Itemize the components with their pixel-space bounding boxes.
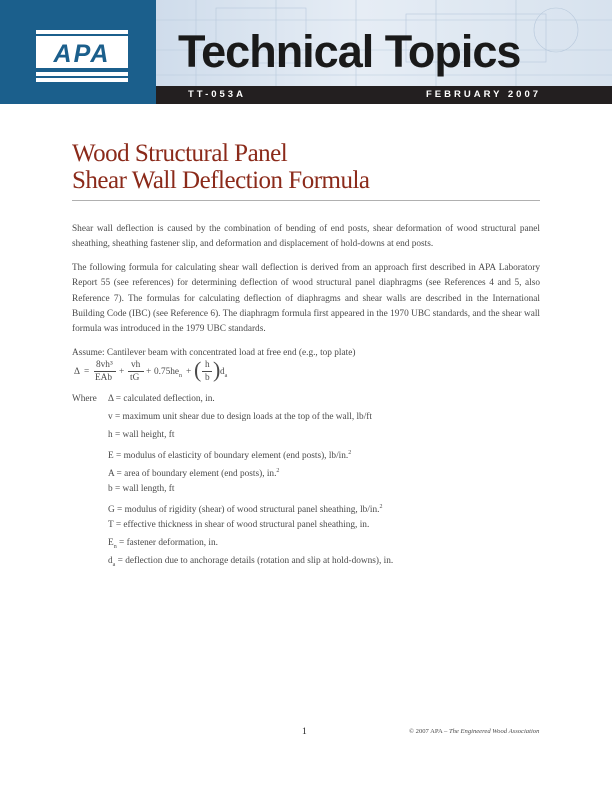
paragraph: Shear wall deflection is caused by the combination of bending of end posts, shear deformation of wood structural panel sheathing, sheathing fastener slip, and deformation and displacement of hold-downs at end posts. <box>72 224 540 250</box>
formula-term3: $0.75he_n$ <box>154 367 183 379</box>
definition-item: $d_a$ = deflection due to anchorage details (rotation and slip at hold-downs), in. <box>108 556 394 568</box>
definition-item: G = modulus of rigidity (shear) of wood structural panel sheathing, lb/in.$^2$ <box>108 504 383 516</box>
page-header <box>0 0 612 104</box>
definition-item: A = area of boundary element (end posts), in.$^2$ <box>108 468 280 480</box>
deflection-formula <box>72 355 372 387</box>
publication-date: FEBRUARY 2007 <box>426 89 542 100</box>
formula-term4-tail: $d_a$ <box>220 367 228 379</box>
title-divider <box>72 200 540 201</box>
logo-stripe <box>36 78 128 82</box>
where-label: Where <box>72 394 97 404</box>
definition-item: h = wall height, ft <box>108 430 175 440</box>
logo-text: APA <box>36 40 128 68</box>
body-text <box>72 222 540 369</box>
title-line: Wood Structural Panel <box>72 140 288 167</box>
definition-item: $E_n$ = fastener deformation, in. <box>108 538 218 550</box>
definition-item: v = maximum unit shear due to design loads at the top of the wall, lb/ft <box>108 412 372 422</box>
formula-term1-denominator: EAb <box>95 373 113 383</box>
definition-item: E = modulus of elasticity of boundary element (end posts), lb/in.$^2$ <box>108 450 352 462</box>
paragraph: The following formula for calculating shear wall deflection is derived from an approach first described in APA Laboratory Report 55 (see references) for determining deflection of wood structural panel diaphragms (see References 4 and 5, also Reference 7). The formulas for calculating deflection of diaphragms and shear walls are described in the International Building Code (IBC) (see Reference 6). The diaphragm formula first appeared in the 1970 UBC standards, and the shear wall formula was introduced in the 1979 UBC standards. <box>72 262 540 335</box>
apa-logo <box>0 0 156 104</box>
formula-term1-numerator: 8vh³ <box>96 360 113 370</box>
document-number: TT-053A <box>188 89 246 100</box>
formula-term4-denominator: b <box>205 373 210 383</box>
formula-term2-numerator: vh <box>131 360 141 370</box>
document-title <box>72 140 370 194</box>
logo-stripe <box>36 30 128 34</box>
formula-term4-numerator: h <box>205 360 210 370</box>
formula-plus: + <box>186 367 192 377</box>
formula-equals: = <box>84 367 90 377</box>
right-paren: ) <box>213 357 221 382</box>
publication-title: Technical Topics <box>178 26 521 77</box>
paragraph: Assume: Cantilever beam with concentrated load at free end (e.g., top plate) <box>72 347 356 358</box>
definition-item: T = effective thickness in shear of wood structural panel sheathing, in. <box>108 520 370 530</box>
formula-plus: + <box>119 367 125 377</box>
formula-plus: + <box>146 367 152 377</box>
formula-delta: Δ <box>74 367 80 377</box>
formula-term2-denominator: tG <box>130 373 140 383</box>
copyright-notice: © 2007 APA – The Engineered Wood Association <box>409 728 540 735</box>
definition-item: Δ = calculated deflection, in. <box>108 394 215 404</box>
page-number: 1 <box>302 727 307 737</box>
definition-item: b = wall length, ft <box>108 484 175 494</box>
title-line: Shear Wall Deflection Formula <box>72 167 370 194</box>
left-paren: ( <box>194 357 202 382</box>
logo-stripe <box>36 72 128 76</box>
